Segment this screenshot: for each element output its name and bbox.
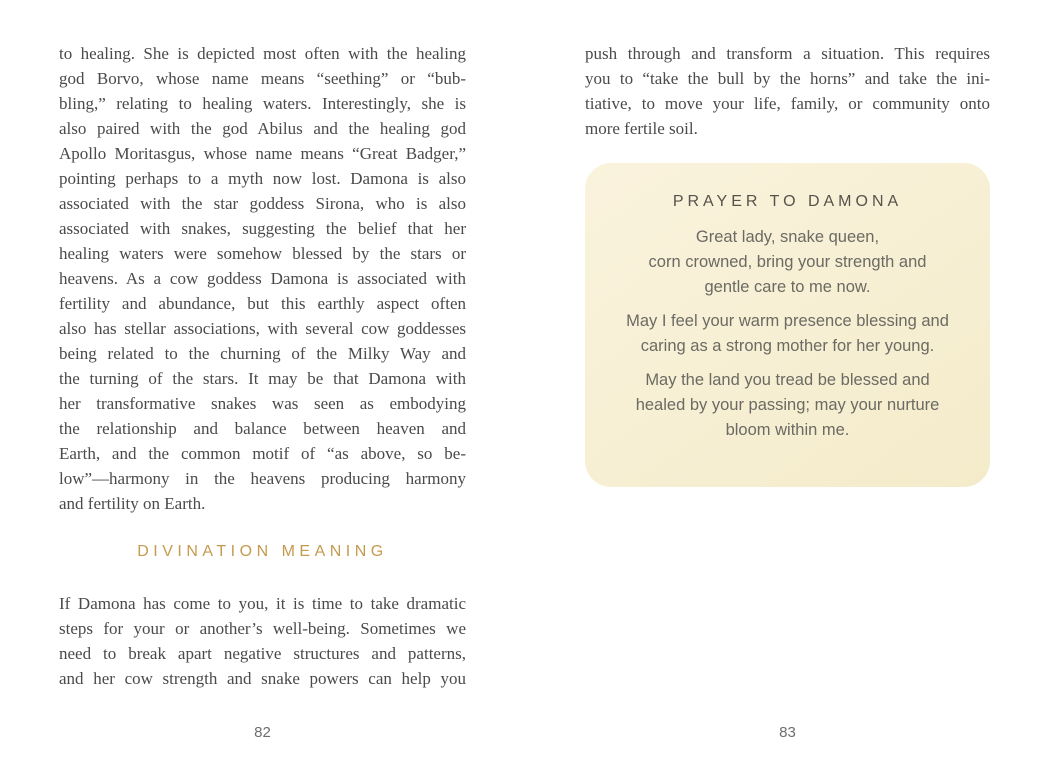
prayer-box	[585, 163, 990, 487]
prayer-stanza-3: May the land you tread be blessed and healed by your passing; may your nurture bloom within me.	[635, 371, 940, 439]
prayer-box-title: PRAYER TO DAMONA	[672, 193, 903, 210]
prayer-stanza-1: Great lady, snake queen, corn crowned, bring your strength and gentle care to me now.	[648, 228, 927, 296]
prayer-stanza-2: May I feel your warm presence blessing and caring as a strong mother for her young.	[626, 312, 949, 355]
page-number-left: 82	[254, 724, 271, 741]
section-heading-divination-meaning: DIVINATION MEANING	[137, 543, 388, 560]
body-paragraph-continuation: push through and transform a situation. This requires you to “take the bull by the horns” and take the ini- tiative, to move your life, family, or community onto more fertile soil.	[585, 44, 990, 138]
body-paragraph-divination: If Damona has come to you, it is time to take dramatic steps for your or another’s well-being. Sometimes we need to break apart negative structures and patterns, and her cow strength and snake powers can help you	[59, 594, 466, 688]
page-number-right: 83	[779, 724, 796, 741]
body-paragraph-continued: to healing. She is depicted most often with the healing god Borvo, whose name means “seething” or “bub- bling,” relating to healing waters. Interestingly, she is also paired with the god Abilus and the healing god Apollo Moritasgus, whose name means “Great Badger,” pointing perhaps to a myth now lost. Damona is also associated with the star goddess Sirona, who is also associated with snakes, suggesting the belief that her healing waters were somehow blessed by the stars or heavens. As a cow goddess Damona is associated with fertility and abundance, but this earthly aspect often also has stellar associations, with several cow goddesses being related to the churning of the Milky Way and the turning of the stars. It may be that Damona with her transformative snakes was seen as embodying the relationship and balance between heaven and Earth, and the common motif of “as above, so be- low”—harmony in the heavens producing harmony and fertility on Earth.	[59, 44, 466, 513]
